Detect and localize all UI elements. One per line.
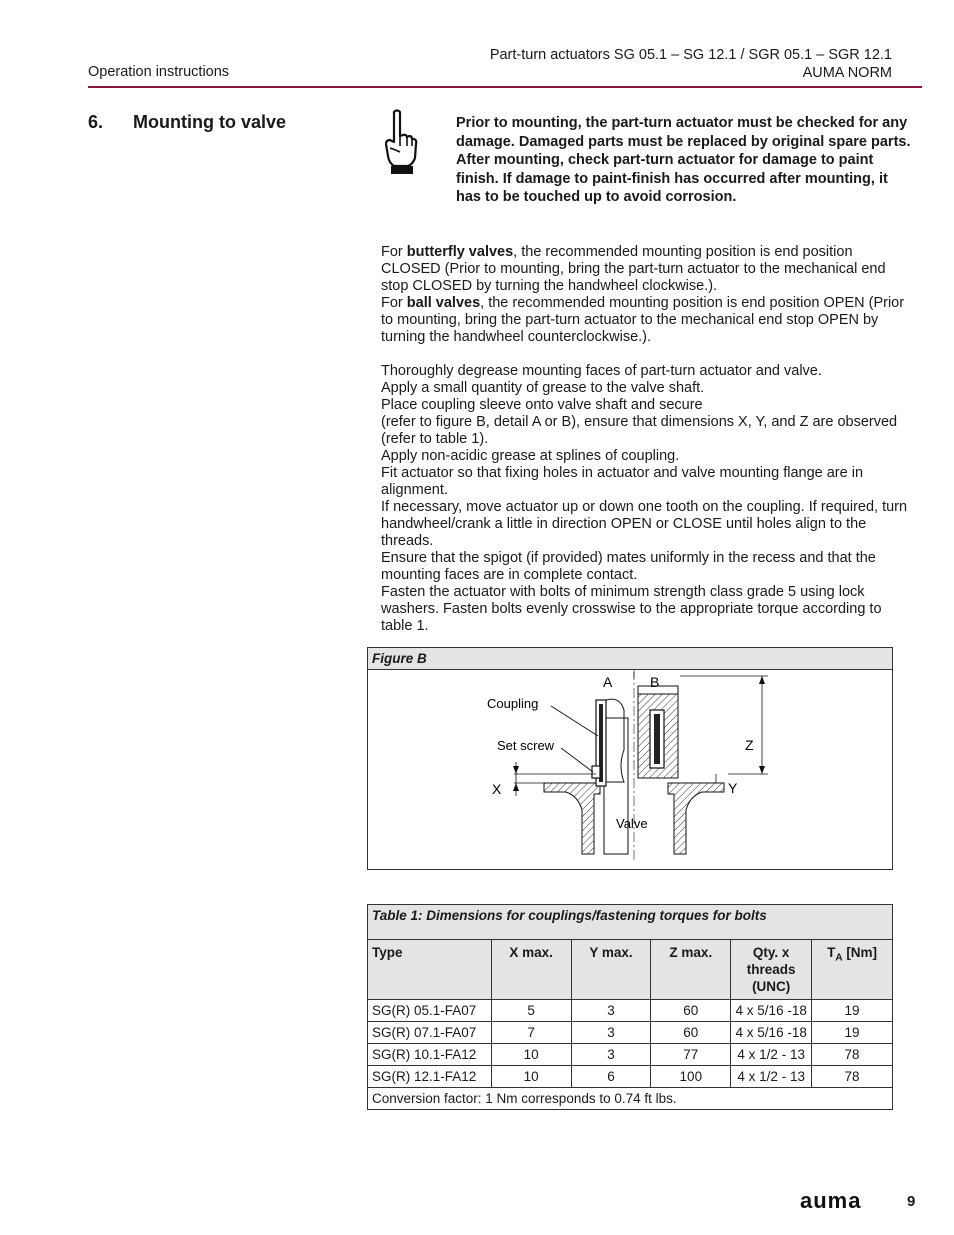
header-product [490,46,892,82]
header-x-max: X max. [491,940,571,1000]
figure-label-valve: Valve [616,816,648,831]
ball-valve-paragraph: For ball valves, the recommended mounting position is end position OPEN (Prior to mounting, bring the part-turn actuator to the mechanical end stop OPEN by turning the handwheel counterclockwise.). [381,295,905,345]
table-row [368,1022,893,1044]
step-text: Thoroughly degrease mounting faces of part-turn actuator and valve. [381,363,822,379]
step-text: Apply a small quantity of grease to the valve shaft. [381,380,705,396]
cell-qty: 4 x 1/2 - 13 [731,1044,812,1066]
figure-label-b: B [650,674,660,690]
header-brand-line: AUMA NORM [802,65,892,81]
cell-x: 5 [491,1000,571,1022]
section-number: 6. [88,112,104,132]
figure-label-z: Z [745,737,754,753]
cell-type: SG(R) 12.1-FA12 [368,1066,492,1088]
butterfly-valve-paragraph: For butterfly valves, the recommended mounting position is end position CLOSED (Prior to mounting, bring the part-turn actuator to the mechanical end stop CLOSED by turning the handwheel clockwise.). [381,244,886,294]
cell-y: 3 [571,1022,651,1044]
header-z-max: Z max. [651,940,731,1000]
conversion-factor-note: Conversion factor: 1 Nm corresponds to 0.74 ft lbs. [368,1088,893,1110]
cell-qty: 4 x 5/16 -18 [731,1022,812,1044]
cell-qty: 4 x 5/16 -18 [731,1000,812,1022]
header-y-max: Y max. [571,940,651,1000]
figure-label-x: X [492,781,502,797]
page-number: 9 [907,1193,916,1210]
warning-text: Prior to mounting, the part-turn actuator must be checked for any damage. Damaged parts must be replaced by original spare parts. After mounting, check part-turn actuator for damage to paint finish. If damage to paint-finish has occurred after mounting, it has to be touched up to avoid corrosion. [456,115,911,206]
cell-x: 7 [491,1022,571,1044]
cell-x: 10 [491,1066,571,1088]
cell-type: SG(R) 05.1-FA07 [368,1000,492,1022]
table-caption: Table 1: Dimensions for couplings/fastening torques for bolts [368,905,893,940]
cell-torque: 78 [812,1066,893,1088]
cell-x: 10 [491,1044,571,1066]
step-text: Apply non-acidic grease at splines of coupling. [381,448,680,464]
step-text: Fasten the actuator with bolts of minimum strength class grade 5 using lock washers. Fasten bolts evenly crosswise to the appropriate torque according to table 1. [381,584,882,634]
header-qty-threads: Qty. x threads (UNC) [731,940,812,1000]
step-text: Ensure that the spigot (if provided) mates uniformly in the recess and that the mounting faces are in complete contact. [381,550,876,583]
mounting-steps [381,363,916,635]
pointing-hand-icon [380,108,420,178]
header-type: Type [368,940,492,1000]
cell-qty: 4 x 1/2 - 13 [731,1066,812,1088]
step-text: Place coupling sleeve onto valve shaft and secure [381,397,703,413]
header-torque: $T_A$ [Nm] [812,940,893,1000]
header-rule [88,86,922,88]
cell-y: 3 [571,1044,651,1066]
step-text: If necessary, move actuator up or down one tooth on the coupling. If required, turn handwheel/crank a little in direction OPEN or CLOSE until holes align to the threads. [381,499,908,549]
coupling-diagram [368,670,892,869]
figure-label-y: Y [728,780,738,796]
table-footer-row [368,1088,893,1110]
butterfly-valves-term: butterfly valves [406,244,514,260]
table-row [368,1000,893,1022]
coupling-dimensions-table [367,904,893,1110]
step-text: (refer to figure B, detail A or B), ensure that dimensions X, Y, and Z are observed (refer to table 1). [381,414,898,447]
svg-text:auma: auma [800,1192,862,1212]
cell-type: SG(R) 10.1-FA12 [368,1044,492,1066]
table-header-row [368,940,893,1000]
cell-type: SG(R) 07.1-FA07 [368,1022,492,1044]
intro-block [381,244,916,346]
header-product-line: Part-turn actuators SG 05.1 – SG 12.1 / SGR 05.1 – SGR 12.1 [489,47,892,63]
cell-torque: 19 [812,1022,893,1044]
figure-b [367,647,893,870]
cell-z: 60 [651,1022,731,1044]
cell-z: 60 [651,1000,731,1022]
cell-torque: 19 [812,1000,893,1022]
section-title: Mounting to valve [133,112,286,132]
table-row [368,1066,893,1088]
ball-valves-term: ball valves [406,295,481,311]
cell-y: 3 [571,1000,651,1022]
cell-z: 77 [651,1044,731,1066]
cell-y: 6 [571,1066,651,1088]
header-document-type: Operation instructions [88,64,230,80]
cell-z: 100 [651,1066,731,1088]
step-text: Fit actuator so that fixing holes in actuator and valve mounting flange are in alignment. [381,465,864,498]
figure-label-a: A [603,674,613,690]
cell-torque: 78 [812,1044,893,1066]
table-row [368,1044,893,1066]
auma-logo [800,1192,874,1212]
figure-label-coupling: Coupling [487,696,539,711]
figure-label-set-screw: Set screw [497,738,555,753]
figure-title: Figure B [368,648,892,670]
